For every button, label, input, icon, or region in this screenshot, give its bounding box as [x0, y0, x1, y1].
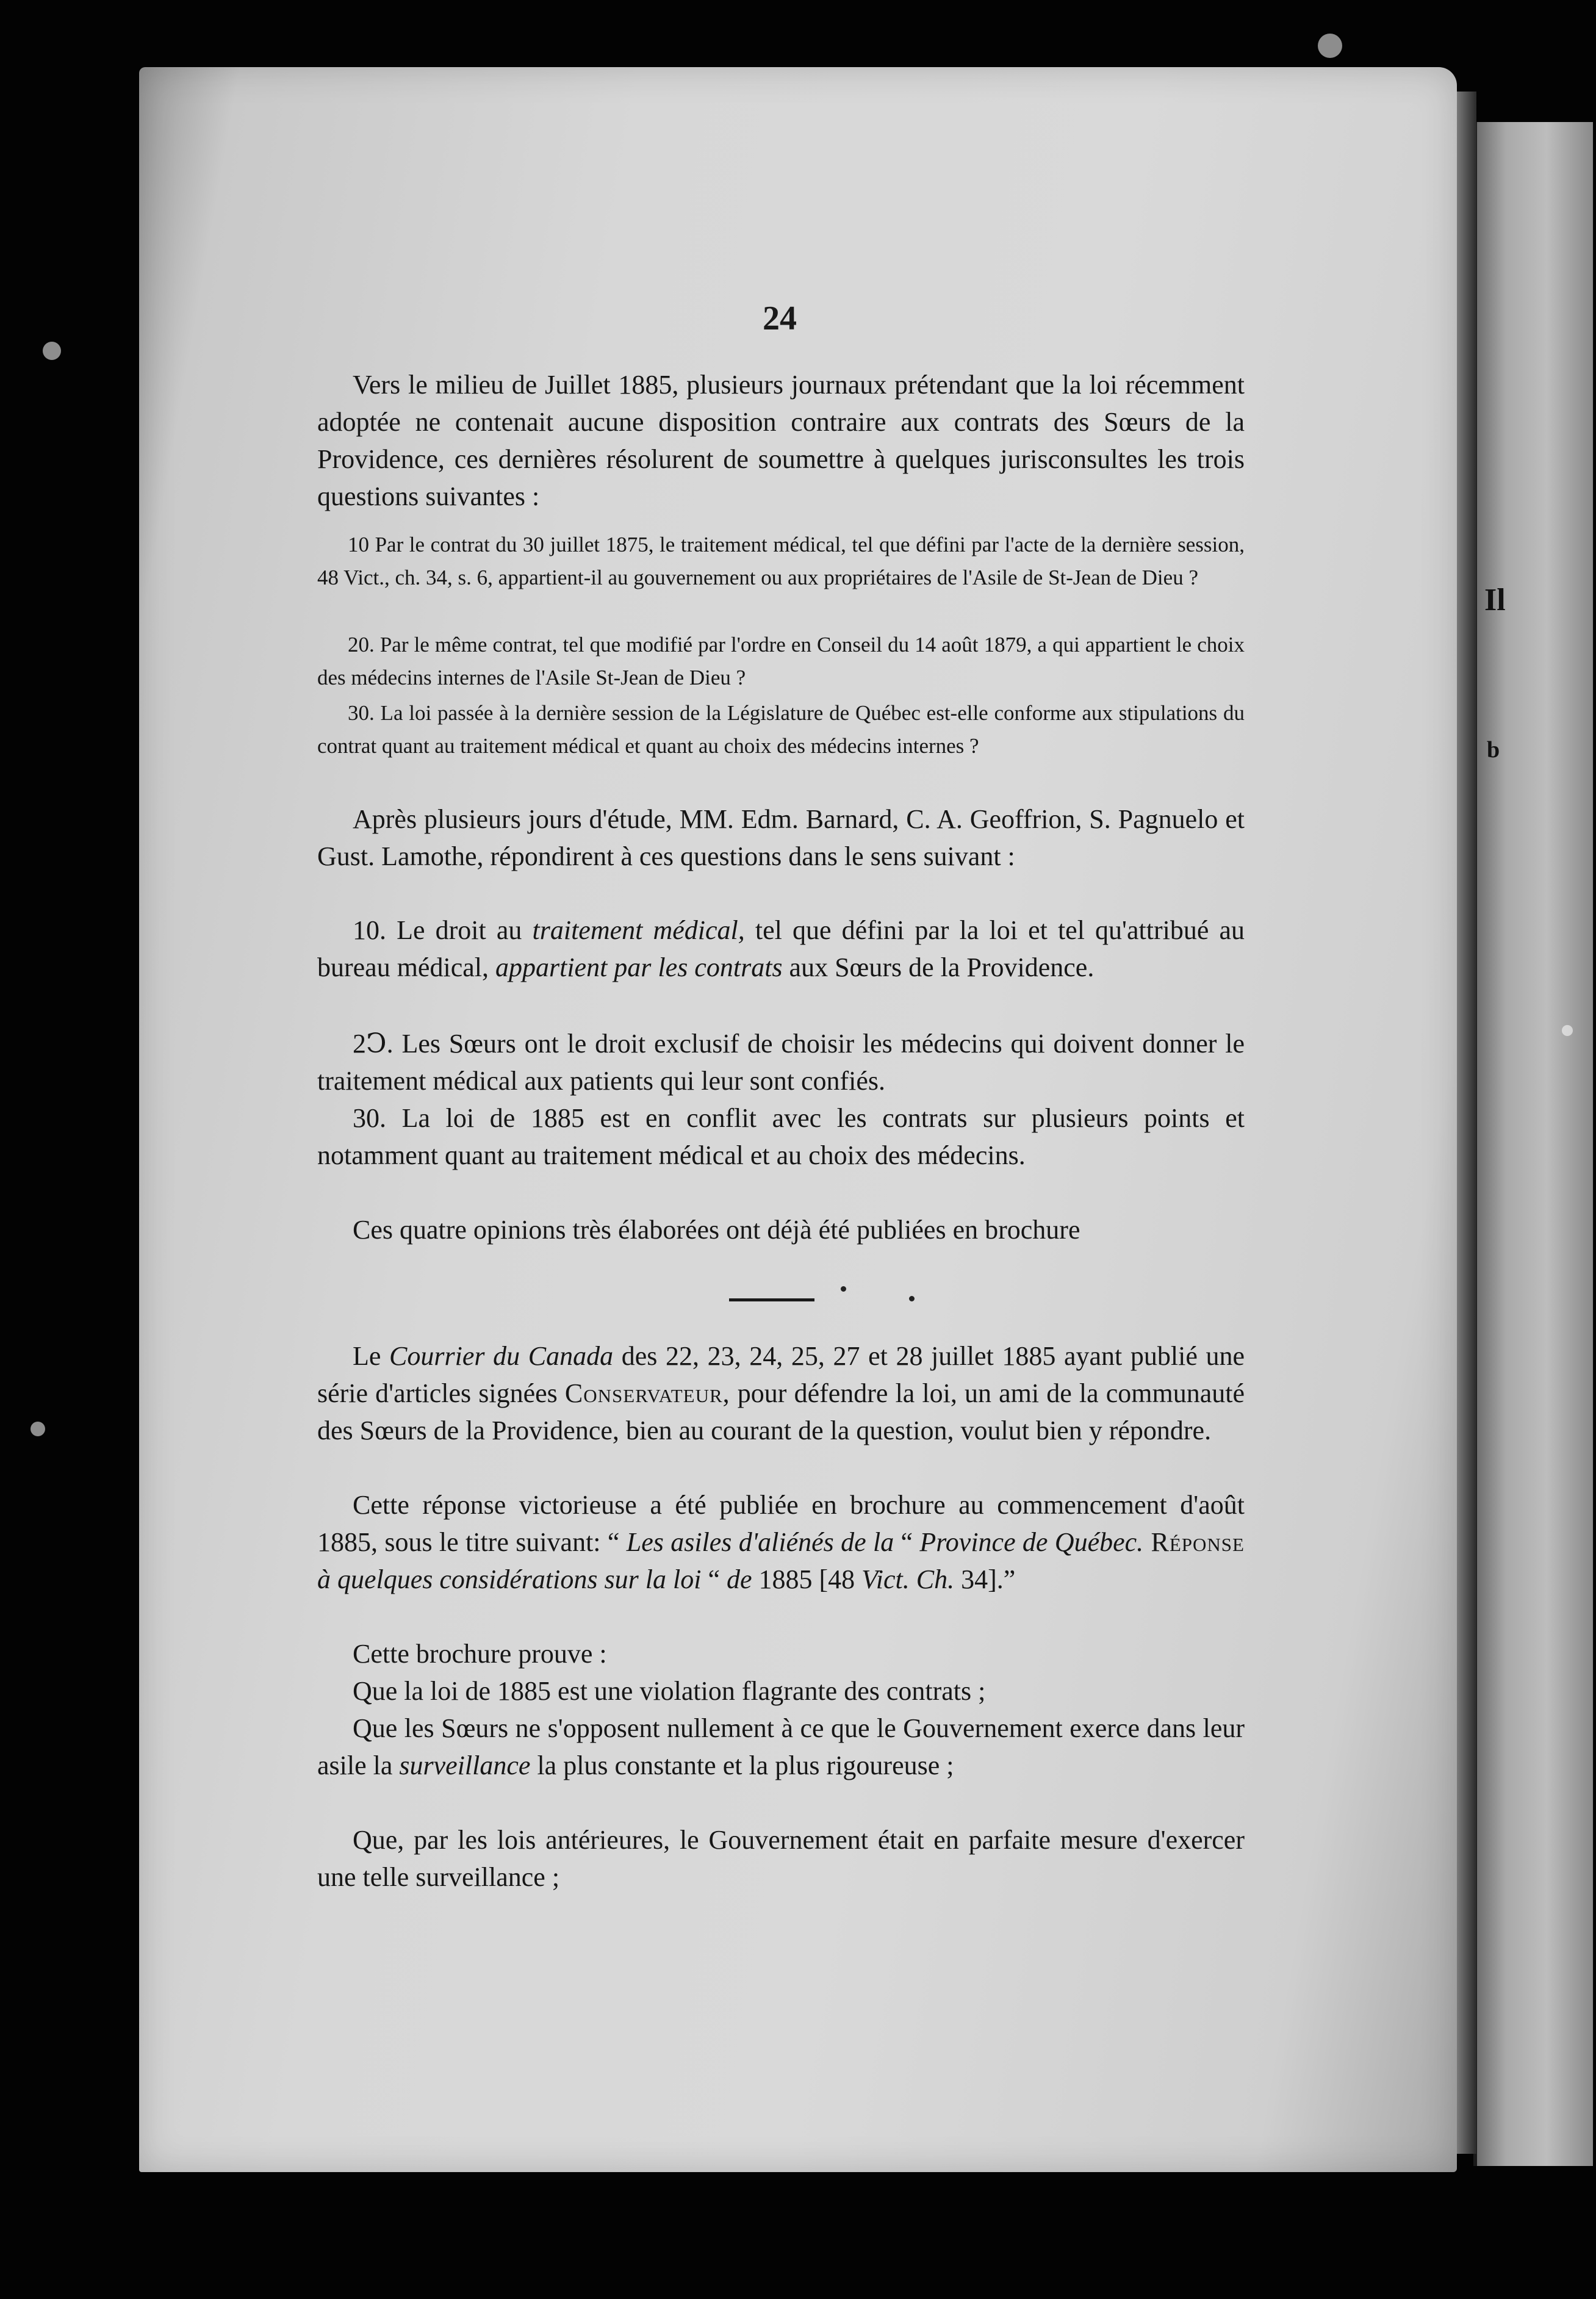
- response-lead: Cette réponse victorieuse a été publiée en brochure au commencement d'août 1885, sous le titre suivant: “: [317, 1490, 1245, 1557]
- courrier-end: pour défendre la loi, un ami de la communauté des Sœurs de la Providence, bien au courant de la question, voulut bien y répondre.: [317, 1378, 1245, 1445]
- response-smallcaps: Réponse: [1143, 1527, 1245, 1557]
- facing-page-mark: Il: [1484, 583, 1506, 617]
- proof-2-italic: surveillance: [399, 1750, 531, 1780]
- answer-3: 30. La loi de 1885 est en conflit avec les contrats sur plusieurs points et notamment quant au traitement médical et au choix des médecins.: [317, 1103, 1245, 1170]
- proof-2-lead: Que les Sœurs ne s'opposent nullement à ce que le Gouvernement exerce dans leur asile la: [317, 1713, 1245, 1780]
- answers-intro: Après plusieurs jours d'étude, MM. Edm. Barnard, C. A. Geoffrion, S. Pagnuelo et Gust. Lamothe, répondirent à ces questions dans le sens suivant :: [317, 804, 1245, 871]
- question-1: 10 Par le contrat du 30 juillet 1875, le traitement médical, tel que défini par l'acte de la dernière session, 48 Vict., ch. 34, s. 6, appartient-il au gouvernement ou aux propriétaires de l'Asile de St-Jean de Dieu ?: [317, 533, 1245, 589]
- question-3: 30. La loi passée à la dernière session de la Législature de Québec est-elle conforme aux stipulations du contrat quant au traitement médical et quant au choix des médecins internes ?: [317, 701, 1245, 758]
- proof-2: [317, 1710, 1245, 1784]
- proof-1: Que la loi de 1885 est une violation flagrante des contrats ;: [353, 1676, 986, 1706]
- answer-1: [317, 912, 1245, 986]
- page-number: 24: [763, 300, 797, 337]
- brochure-proves: Cette brochure prouve :: [353, 1639, 607, 1669]
- proof-2-end: la plus constante et la plus rigoureuse ;: [530, 1750, 954, 1780]
- proof-3: Que, par les lois antérieures, le Gouvernement était en parfaite mesure d'exercer une telle surveillance ;: [317, 1825, 1245, 1892]
- section-separator: [729, 1298, 814, 1301]
- scan-speck: [31, 1422, 45, 1436]
- response-italic: à quelques considérations sur la loi: [317, 1564, 702, 1594]
- answer-1-middle: tel que défini par la loi et tel qu'attribué au bureau médical,: [317, 915, 1245, 982]
- separator-dot: [909, 1296, 915, 1301]
- courrier-signature: Conservateur,: [564, 1378, 730, 1408]
- question-2: 20. Par le même contrat, tel que modifié par l'ordre en Conseil du 14 août 1879, a qui appartient le choix des médecins internes de l'Asile St-Jean de Dieu ?: [317, 633, 1245, 689]
- facing-page-edge: [1473, 122, 1593, 2166]
- courrier-middle: des 22, 23, 24, 25, 27 et 28 juillet 1885 ayant publié une série d'articles signées: [317, 1341, 1245, 1408]
- answer-1-italic: traitement médical,: [532, 915, 745, 945]
- courrier-title: Courrier du Canada: [389, 1341, 614, 1371]
- response-paragraph: [317, 1486, 1245, 1598]
- opinions-note: Ces quatre opinions très élaborées ont déjà été publiées en brochure: [353, 1215, 1080, 1245]
- answer-1-end: aux Sœurs de la Providence.: [782, 952, 1095, 982]
- response-italic: Vict. Ch.: [861, 1564, 955, 1594]
- response-end: 34].”: [954, 1564, 1016, 1594]
- courrier-lead: Le: [353, 1341, 390, 1371]
- response-quote: “: [701, 1564, 727, 1594]
- answer-1-lead: 10. Le droit au: [353, 915, 533, 945]
- response-italic: de: [726, 1564, 752, 1594]
- response-mid: 1885 [48: [752, 1564, 862, 1594]
- response-italic: Province de Québec.: [919, 1527, 1144, 1557]
- courrier-paragraph: [317, 1337, 1245, 1449]
- scan-speck: [43, 342, 61, 360]
- answer-2: 2Ↄ. Les Sœurs ont le droit exclusif de choisir les médecins qui doivent donner le traitement médical aux patients qui leur sont confiés.: [317, 1029, 1245, 1096]
- response-quote: “: [894, 1527, 920, 1557]
- scan-speck: [1318, 34, 1342, 58]
- scan-speck: [1562, 1025, 1573, 1036]
- separator-dot: [841, 1286, 846, 1292]
- facing-page-mark: b: [1487, 737, 1500, 763]
- response-italic: Les asiles d'aliénés de la: [626, 1527, 894, 1557]
- intro-paragraph: Vers le milieu de Juillet 1885, plusieurs journaux prétendant que la loi récemment adoptée ne contenait aucune disposition contraire aux contrats des Sœurs de la Providence, ces dernières résolurent de soumettre à quelques jurisconsultes les trois questions suivantes :: [317, 370, 1245, 511]
- answer-1-italic: appartient par les contrats: [495, 952, 783, 982]
